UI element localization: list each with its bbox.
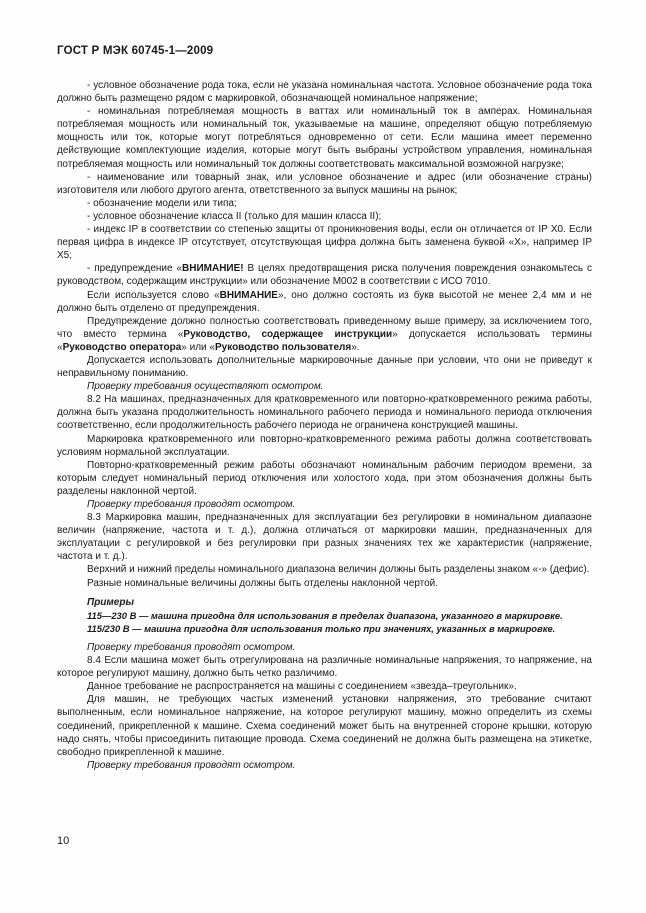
paragraph: - номинальная потребляемая мощность в ваттах или номинальный ток в амперах. Номинальная потребляемая мощность или номинальный ток, указываемые на машине, определяют общую потребляемую мощность или ток, которые могут потребляться одновременно от сети. Если машина имеет переменно действующие комплектующие изделия, которые могут быть выбраны устройством управления, номинальная потребляемая мощность или номинальный ток должны соответствовать максимальной возможной нагрузке;: [57, 106, 592, 170]
paragraph: 8.2 На машинах, предназначенных для кратковременного или повторно-кратковременного режима работы, должна быть указана продолжительность номинального рабочего периода и номинального периода отключения соответственно, если продолжительность рабочего периода не ограничена конструкцией машины.: [57, 394, 592, 432]
text-run: В целях предотвращения риска получения повреждения ознакомьтесь с руководством, содержащим инструкции» или обозначение M002 в соответствии с ИСО 7010.: [57, 263, 592, 288]
paragraph: [57, 315, 592, 354]
verification-note: Проверку требования проводят осмотром.: [87, 499, 296, 510]
document-body: [57, 79, 592, 772]
paragraph: - обозначение модели или типа;: [87, 197, 237, 209]
bold-text: Руководство, содержащее инструкции: [183, 328, 393, 340]
verification-note: Проверку требования проводят осмотром.: [87, 641, 296, 653]
text-run: » или «: [181, 341, 215, 353]
warning-paragraph: [57, 262, 592, 288]
example-item: 115/230 В — машина пригодна для использования только при значениях, указанных в маркировке.: [87, 622, 556, 634]
paragraph: 8.3 Маркировка машин, предназначенных для эксплуатации без регулировки в номинальном диапазоне величин (напряжение, частота и т. д.), должна отличаться от маркировки машин, предназначенных для эксплуатации с регулировкой и без регулировки при разных значениях тех же характеристик (напряжение, частота и т. д.).: [57, 512, 592, 563]
verification-note: Проверку требования проводят осмотром.: [87, 759, 296, 771]
paragraph: 8.4 Если машина может быть отрегулирована на различные номинальные напряжения, то напряжение, на которое регулируют машину, должно быть четко различимо.: [57, 655, 592, 680]
paragraph: Допускается использовать дополнительные маркировочные данные при условии, что они не приведут к неправильному пониманию.: [57, 354, 592, 380]
example-item: 115—230 В — машина пригодна для использования в пределах диапазона, указанного в маркировке.: [87, 609, 563, 621]
paragraph: Повторно-кратковременный режим работы обозначают номинальным рабочим периодом времени, за которым следует номинальный период отключения или холостого хода, при этом обозначения должны быть разделены наклонной чертой.: [57, 459, 592, 497]
text-run: » допускается использовать термины «: [57, 328, 592, 353]
text-run: », оно должно состоять из букв высотой не менее 2,4 мм и не должно быть отделено от предупреждения.: [57, 289, 592, 314]
paragraph: Данное требование не распространяется на машины с соединением «звезда–треугольник».: [87, 681, 517, 693]
bold-text: ВНИМАНИЕ: [219, 289, 278, 301]
verification-note: Проверку требования осуществляют осмотром.: [87, 381, 324, 393]
document-header: ГОСТ Р МЭК 60745-1—2009: [57, 45, 214, 57]
text-run: - предупреждение «: [87, 263, 183, 275]
text-run: Предупреждение должно полностью соответствовать приведенному выше примеру, за исключением того, что вместо термина «: [57, 315, 592, 340]
paragraph: Разные номинальные величины должны быть отделены наклонной чертой.: [87, 577, 439, 589]
bold-text: Руководство пользователя: [214, 341, 352, 353]
paragraph: [57, 289, 592, 315]
page-number: 10: [57, 835, 70, 847]
paragraph: - условное обозначение рода тока, если не указана номинальная частота. Условное обозначение рода тока должно быть размещено рядом с маркировкой, обозначающей номинальное напряжение;: [57, 80, 592, 105]
text-run: ».: [351, 341, 360, 353]
paragraph: Маркировка кратковременного или повторно-кратковременного режима работы должна соответствовать условиям нормальной эксплуатации.: [57, 433, 592, 458]
text-run: Если используется слово «: [87, 289, 220, 301]
paragraph: Для машин, не требующих частых изменений установки напряжения, это требование считают выполненным, если номинальное напряжение, на которое регулируют машину, можно определить из схемы соединений, прикрепленной к машине. Схема соединений может быть на внутренней стороне крышки, которую надо снять, чтобы присоединить питающие провода. Схема соединений не должна быть размещена на этикетке, свободно прикрепленной к машине.: [57, 694, 592, 758]
bold-text: Руководство оператора: [62, 341, 182, 353]
paragraph: Верхний и нижний пределы номинального диапазона величин должны быть разделены знаком «-» (дефис).: [87, 564, 590, 576]
bold-text: ВНИМАНИЕ!: [182, 263, 244, 275]
paragraph: - условное обозначение класса II (только для машин класса II);: [87, 210, 382, 222]
paragraph: - индекс IP в соответствии со степенью защиты от проникновения воды, если он отличается от IP X0. Если первая цифра в индексе IP отсутствует, отсутствующая цифра должна быть заменена буквой «Х», например IP X5;: [57, 224, 592, 262]
paragraph: - наименование или товарный знак, или условное обозначение и адрес (или обозначение страны) изготовителя или любого другого агента, ответственного за выпуск машины на рынок;: [57, 171, 592, 196]
examples-title: Примеры: [87, 596, 135, 608]
